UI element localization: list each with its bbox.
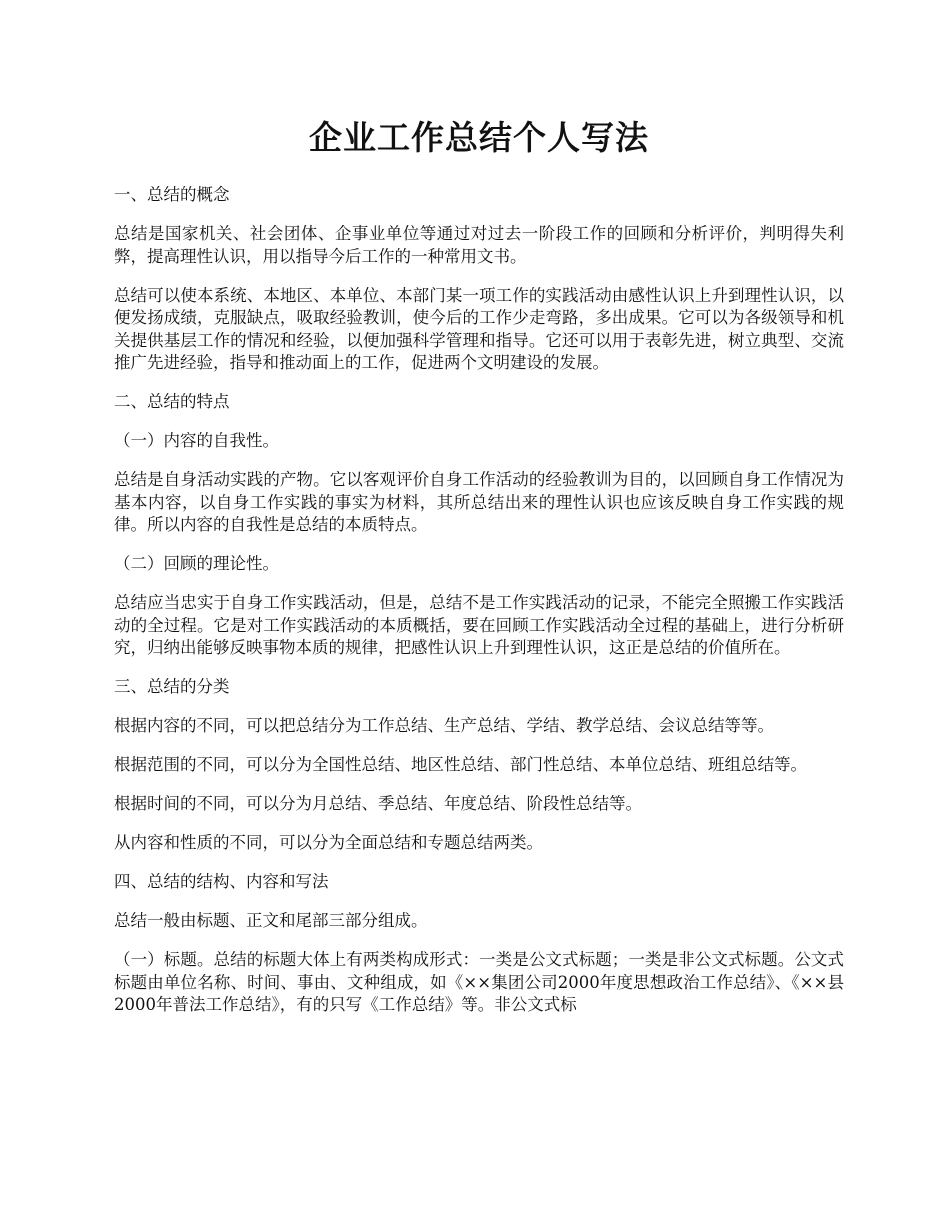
subheading-self: （一）内容的自我性。 xyxy=(114,431,279,450)
paragraph: 根据时间的不同，可以分为月总结、季总结、年度总结、阶段性总结等。 xyxy=(114,794,642,813)
paragraph: 总结是自身活动实践的产物。它以客观评价自身工作活动的经验教训为目的，以回顾自身工作情况为基本内容，以自身工作实践的事实为材料，其所总结出来的理性认识也应该反映自身工作实践的规律。所以内容的自我性是总结的本质特点。 xyxy=(114,470,844,534)
paragraph: 根据内容的不同，可以把总结分为工作总结、生产总结、学结、教学总结、会议总结等等。 xyxy=(114,716,774,735)
section-heading-features: 二、总结的特点 xyxy=(114,392,230,411)
paragraph: 从内容和性质的不同，可以分为全面总结和专题总结两类。 xyxy=(114,833,543,852)
document-page xyxy=(114,112,844,1033)
subheading-theory: （二）回顾的理论性。 xyxy=(114,554,279,573)
paragraph: 总结可以使本系统、本地区、本单位、本部门某一项工作的实践活动由感性认识上升到理性认识，以便发扬成绩，克服缺点，吸取经验教训，使今后的工作少走弯路，多出成果。它可以为各级领导和机关提供基层工作的情况和经验，以便加强科学管理和指导。它还可以用于表彰先进，树立典型、交流推广先进经验，指导和推动面上的工作，促进两个文明建设的发展。 xyxy=(114,285,844,372)
paragraph: 总结一般由标题、正文和尾部三部分组成。 xyxy=(114,911,428,930)
document-title: 企业工作总结个人写法 xyxy=(309,118,649,157)
paragraph: （一）标题。总结的标题大体上有两类构成形式：一类是公文式标题；一类是非公文式标题。公文式标题由单位名称、时间、事由、文种组成，如《××集团公司2000年度思想政治工作总结》、《××县2000年普法工作总结》，有的只写《工作总结》等。非公文式标 xyxy=(114,950,844,1014)
paragraph: 根据范围的不同，可以分为全国性总结、地区性总结、部门性总结、本单位总结、班组总结等。 xyxy=(114,755,807,774)
section-heading-concept: 一、总结的概念 xyxy=(114,185,230,204)
paragraph: 总结应当忠实于自身工作实践活动，但是，总结不是工作实践活动的记录，不能完全照搬工作实践活动的全过程。它是对工作实践活动的本质概括，要在回顾工作实践活动全过程的基础上，进行分析研究，归纳出能够反映事物本质的规律，把感性认识上升到理性认识，这正是总结的价值所在。 xyxy=(114,593,844,657)
paragraph: 总结是国家机关、社会团体、企事业单位等通过对过去一阶段工作的回顾和分析评价，判明得失利弊，提高理性认识，用以指导今后工作的一种常用文书。 xyxy=(114,224,844,266)
section-heading-categories: 三、总结的分类 xyxy=(114,677,230,696)
section-heading-structure: 四、总结的结构、内容和写法 xyxy=(114,872,329,891)
